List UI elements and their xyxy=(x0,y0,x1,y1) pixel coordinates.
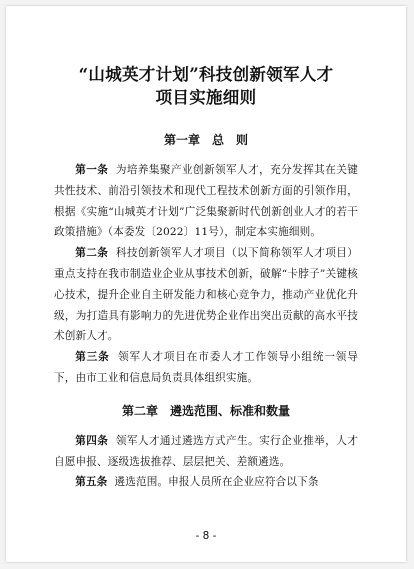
title-line-1: “山城英才计划”科技创新领军人才 xyxy=(78,65,334,84)
document-page xyxy=(6,6,406,562)
article-1-text: 为培养集聚产业创新领军人才，充分发挥其在关键共性技术、前沿引领技术和现代工程技术创新方面的引领作用，根据《实施“山城英才计划”广泛集聚新时代创新创业人才的若干政策措施》（本委发〔2022〕11号），制定本实施细则。 xyxy=(54,164,358,239)
article-1-label: 第一条 xyxy=(75,164,109,176)
article-3-text: 领军人才项目在市委人才工作领导小组统一领导下，由市工业和信息局负责具体组织实施。 xyxy=(54,351,358,384)
article-2-label: 第二条 xyxy=(75,247,109,260)
document-title xyxy=(54,63,358,109)
article-4-text: 领军人才通过遴选方式产生。实行企业推举，人才自愿申报、逐级选拔推荐、层层把关、差额遴选。 xyxy=(54,434,358,468)
title-line-2: 项目实施细则 xyxy=(155,88,257,107)
article-2-text: 科技创新领军人才项目（以下简称领军人才项目）重点支持在我市制造业企业从事技术创新，破解“卡脖子”关键核心技术，提升企业自主研发能力和核心竞争力，推动产业优化升级，为打造具有影响力的先进优势企业作出突出贡献的高水平技术创新人才。 xyxy=(54,247,358,343)
page-number: - 8 - xyxy=(195,530,217,542)
article-3-label: 第三条 xyxy=(75,351,110,364)
article-5-text: 遴选范围。申报人员所在企业应符合以下条 xyxy=(114,476,319,489)
article-5-label: 第五条 xyxy=(75,476,108,489)
chapter-1-heading: 第一章 总 则 xyxy=(163,133,248,147)
article-2 xyxy=(54,243,358,347)
article-1 xyxy=(54,160,358,243)
article-4 xyxy=(54,431,358,473)
article-4-label: 第四条 xyxy=(75,434,109,447)
chapter-2-heading: 第二章 遴选范围、标准和数量 xyxy=(121,403,290,418)
article-5 xyxy=(54,472,358,493)
article-3 xyxy=(54,347,358,389)
